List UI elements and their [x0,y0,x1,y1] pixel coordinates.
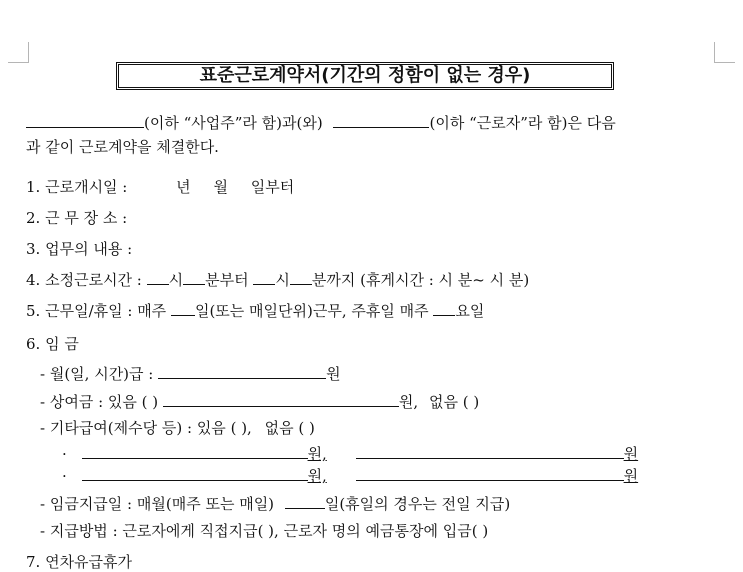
wage-payday: - 임금지급일 : 매월(매주 또는 매일) 일(휴일의 경우는 전일 지급) [40,495,511,513]
allowance-2a-blank[interactable] [82,466,308,481]
intro-line-1 [26,113,616,133]
employee-blank[interactable] [333,113,429,128]
item-working-hours: 4. 소정근로시간 : 시 분부터 시 분까지 (휴게시간 : 시 분~ 시 분) [26,271,530,289]
item-job-description: 3. 업무의 내용 : [26,240,133,258]
workdays-blank[interactable] [171,301,195,316]
wage-bonus: - 상여금 : 있음 ( ) 원, 없음 ( ) [40,393,480,411]
allowance-2b-blank[interactable] [356,466,624,481]
allowance-1a-blank[interactable] [82,444,308,459]
allowance-row-1: · 원, 원 [62,445,639,463]
end-hour-blank[interactable] [253,270,275,285]
intro-employer-text: (이하 “사업주”라 함)과(와) [144,114,323,132]
item-workdays: 5. 근무일/휴일 : 매주 일(또는 매일단위)근무, 주휴일 매주 요일 [26,302,485,320]
weekly-holiday-blank[interactable] [433,301,455,316]
payday-blank[interactable] [285,494,325,509]
wage-monthly: - 월(일, 시간)급 : 원 [40,365,341,383]
wage-other-allowances: - 기타급여(제수당 등) : 있음 ( ), 없음 ( ) [40,419,315,437]
end-minute-blank[interactable] [290,270,312,285]
start-minute-blank[interactable] [183,270,205,285]
item-workplace: 2. 근 무 장 소 : [26,209,128,227]
allowance-1b-blank[interactable] [356,444,624,459]
page-corner-mark-left [8,42,29,63]
intro-employee-text: (이하 “근로자”라 함)은 다음 [429,114,616,132]
start-hour-blank[interactable] [147,270,169,285]
allowance-row-2: · 원, 원 [62,467,639,485]
employer-blank[interactable] [26,113,144,128]
wage-payment-method: - 지급방법 : 근로자에게 직접지급( ), 근로자 명의 예금통장에 입금( ) [40,522,489,540]
bonus-amount-blank[interactable] [163,392,399,407]
item-start-date: 1. 근로개시일 : 년 월 일부터 [26,178,295,196]
monthly-wage-blank[interactable] [158,364,326,379]
document-title: 표준근로계약서(기간의 정함이 없는 경우) [116,62,614,90]
item-wage-heading: 6. 임 금 [26,335,79,353]
intro-line-2: 과 같이 근로계약을 체결한다. [26,138,219,156]
page-corner-mark-right [714,42,735,63]
item-annual-leave: 7. 연차유급휴가 [26,553,133,571]
